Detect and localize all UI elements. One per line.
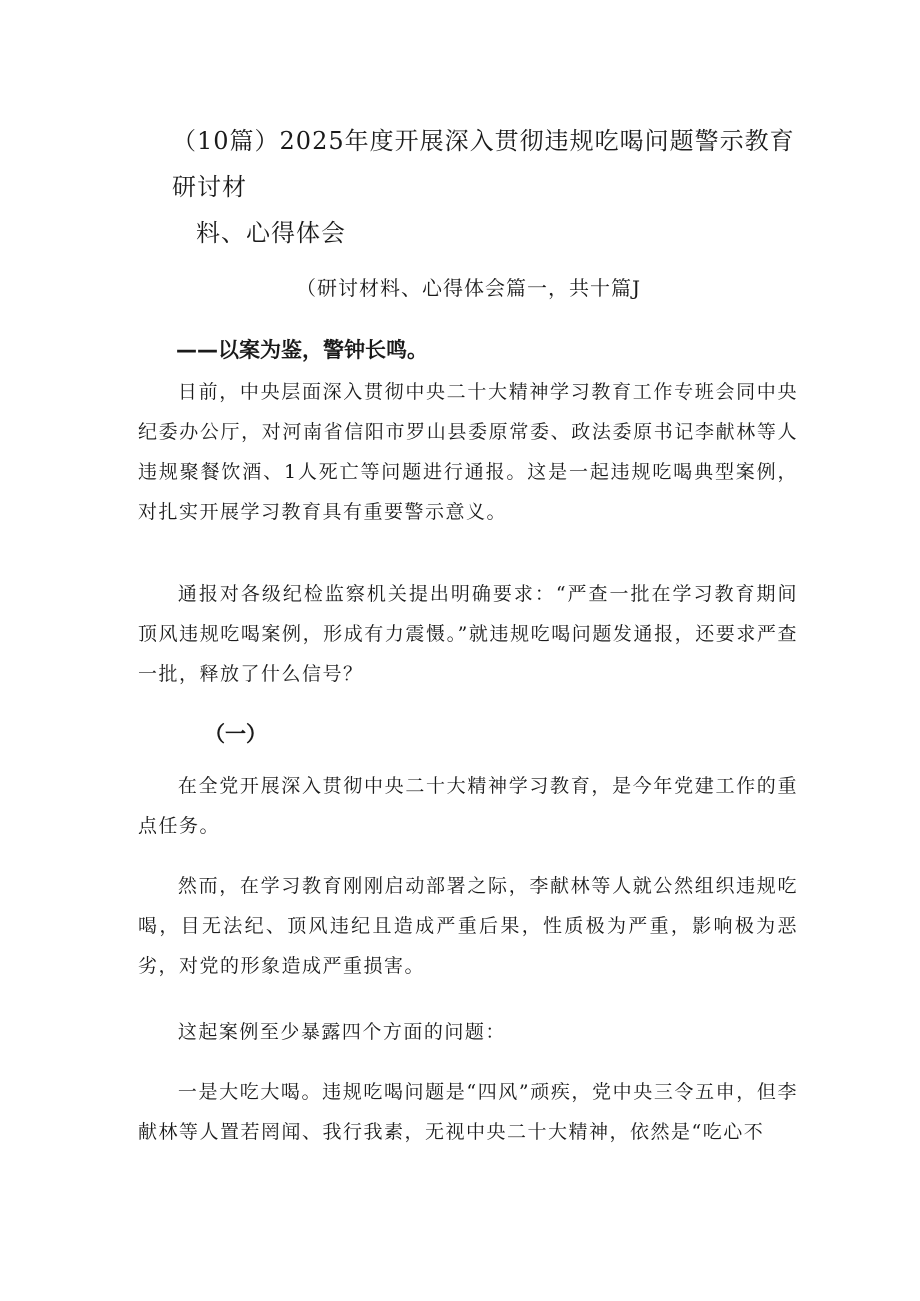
document-title-line-2: 料、心得体会 <box>196 219 346 247</box>
document-title <box>172 118 812 256</box>
body-paragraph-4: 然而，在学习教育刚刚启动部署之际，李献林等人就公然组织违规吃喝，目无法纪、顶风违纪且造成严重后果，性质极为严重，影响极为恶劣，对党的形象造成严重损害。 <box>138 875 798 977</box>
document-title-line-1: （10篇）2025年度开展深入贯彻违规吃喝问题警示教育研讨材 <box>172 127 795 201</box>
body-paragraph-6: 一是大吃大喝。违规吃喝问题是“四风”顽疾，党中央三令五申，但李献林等人置若罔闻、我行我素，无视中央二十大精神，依然是“吃心不 <box>138 1081 798 1143</box>
body-paragraph-3: 在全党开展深入贯彻中央二十大精神学习教育，是今年党建工作的重点任务。 <box>138 775 798 837</box>
section-motto: ——以案为鉴，警钟长鸣。 <box>176 338 428 362</box>
body-paragraph-2: 通报对各级纪检监察机关提出明确要求：“严查一批在学习教育期间顶风违规吃喝案例，形成有力震慑。”就违规吃喝问题发通报，还要求严查一批，释放了什么信号？ <box>138 583 798 685</box>
body-paragraph-1: 日前，中央层面深入贯彻中央二十大精神学习教育工作专班会同中央纪委办公厅，对河南省信阳市罗山县委原常委、政法委原书记李献林等人违规聚餐饮酒、1人死亡等问题进行通报。这是一起违规吃喝典型案例，对扎实开展学习教育具有重要警示意义。 <box>138 381 798 523</box>
section-subtitle: （研讨材料、心得体会篇一，共十篇J <box>296 276 642 300</box>
body-paragraph-5: 这起案例至少暴露四个方面的问题： <box>177 1021 506 1043</box>
section-heading-one: （一） <box>204 722 267 746</box>
